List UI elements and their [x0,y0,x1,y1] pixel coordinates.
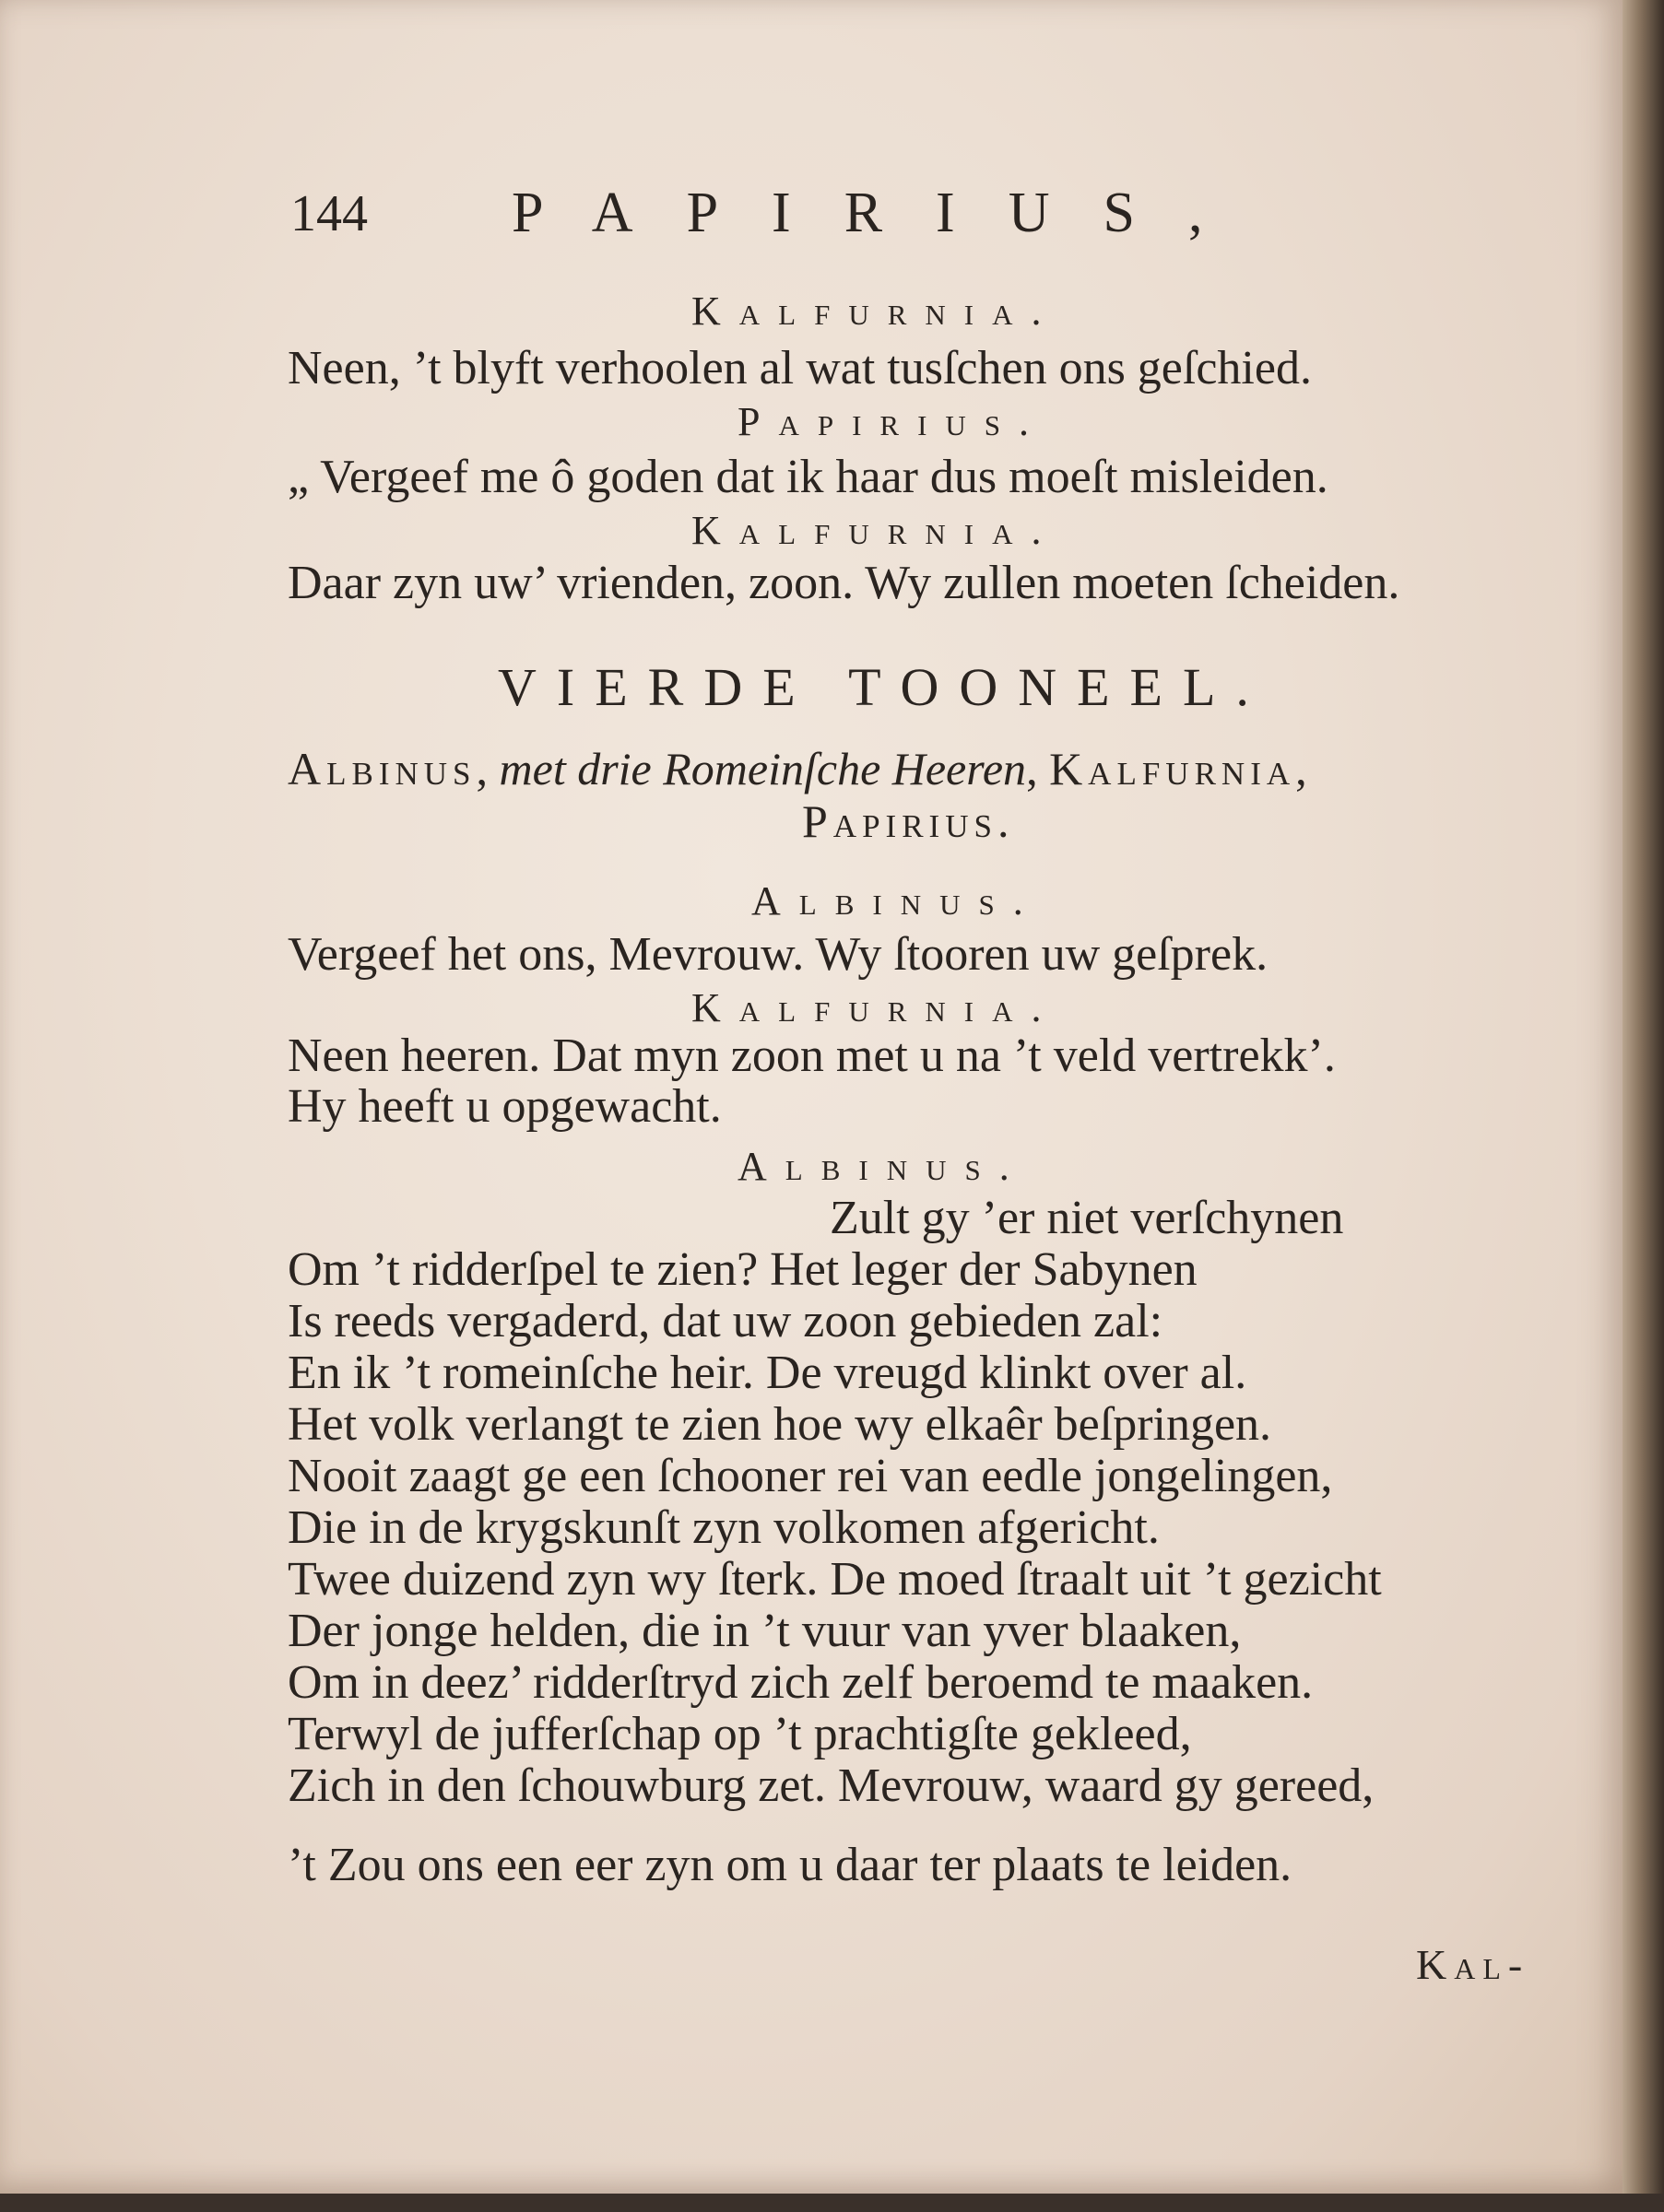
verse-line: Der jonge helden, die in ’t vuur van yver blaaken, [288,1605,1242,1657]
verse-line: Om in deez’ ridderſtryd zich zelf beroemd te maaken. [288,1656,1314,1709]
scan-border [0,2194,1664,2212]
scene-title: VIERDE TOONEEL. [498,657,1269,717]
verse-line: Zult gy ’er niet verſchynen [830,1192,1344,1244]
verse-line: Neen heeren. Dat myn zoon met u na ’t veld vertrekk’. [288,1030,1336,1082]
verse-line: Hy heeft u opgewacht. [288,1080,722,1133]
cast-description: met drie Romeinſche Heeren [499,743,1027,794]
verse-line: Twee duizend zyn wy ſterk. De moed ſtraalt uit ’t gezicht [288,1553,1382,1606]
speaker-heading: Papirius. [738,399,1048,444]
cast-name: Papirius. [802,795,1015,847]
book-page-edge [1623,0,1664,2212]
verse-line: Neen, ’t blyft verhoolen al wat tusſchen ons geſchied. [288,342,1312,394]
verse-line: Zich in den ſchouwburg zet. Mevrouw, waard gy gereed, [288,1759,1375,1812]
cast-separator: , [1295,743,1307,794]
speaker-heading: Albinus. [751,878,1042,924]
speaker-heading: Kalfurnia. [691,508,1060,553]
verse-line: En ik ’t romeinſche heir. De vreugd klinkt over al. [288,1347,1247,1399]
cast-name: Kalfurnia [1049,743,1296,794]
verse-line: Vergeef het ons, Mevrouw. Wy ſtooren uw geſprek. [288,928,1269,981]
speaker-heading: Kalfurnia. [691,288,1060,334]
verse-line: Nooit zaagt ge een ſchooner rei van eedle jongelingen, [288,1450,1333,1502]
speaker-heading: Kalfurnia. [691,985,1060,1030]
verse-line: Om ’t ridderſpel te zien? Het leger der Sabynen [288,1243,1198,1296]
cast-list-continued [802,794,1014,848]
verse-line: Die in de krygskunſt zyn volkomen afgericht. [288,1501,1160,1554]
cast-list [288,742,1307,795]
catchword: Kal- [1416,1941,1530,1988]
running-title: PAPIRIUS, [512,182,1257,244]
page-header [290,184,1351,249]
verse-line: Is reeds vergaderd, dat uw zoon gebieden zal: [288,1295,1163,1347]
verse-line: Het volk verlangt te zien hoe wy elkaêr beſpringen. [288,1398,1272,1451]
cast-separator: , [476,743,489,794]
cast-separator: , [1026,743,1038,794]
speaker-heading: Albinus. [738,1144,1028,1189]
verse-line: Terwyl de jufferſchap op ’t prachtigſte gekleed, [288,1708,1192,1760]
verse-line: Daar zyn uw’ vrienden, zoon. Wy zullen moeten ſcheiden. [288,557,1400,609]
verse-line: ’t Zou ons een eer zyn om u daar ter plaats te leiden. [288,1839,1292,1891]
cast-name: Albinus [288,743,477,794]
page-number: 144 [290,185,368,242]
verse-line: „ Vergeef me ô goden dat ik haar dus moeſt misleiden. [288,451,1328,503]
